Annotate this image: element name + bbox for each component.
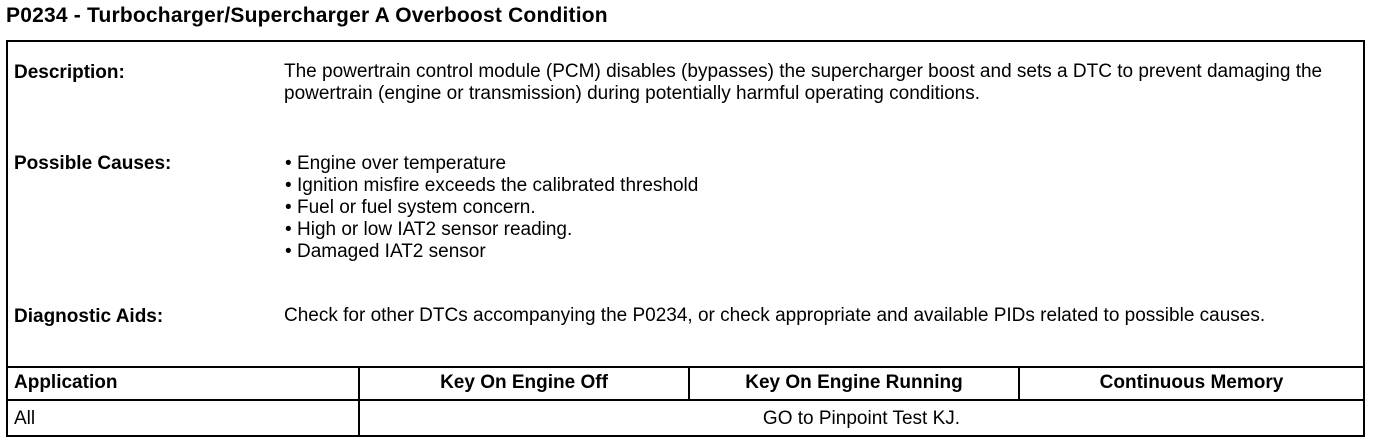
list-item: • Fuel or fuel system concern. xyxy=(284,197,1354,219)
diagnostic-aids-text: Check for other DTCs accompanying the P0234, or check appropriate and available PIDs related to possible causes. xyxy=(284,305,1266,326)
possible-causes-label: Possible Causes: xyxy=(14,153,172,174)
table-cell-application: All xyxy=(14,408,36,429)
table-top-divider xyxy=(8,366,1363,368)
dtc-info-table xyxy=(6,40,1365,437)
list-item: • Engine over temperature xyxy=(284,153,1354,175)
list-item: • High or low IAT2 sensor reading. xyxy=(284,219,1354,241)
possible-causes-list xyxy=(284,153,1354,263)
table-row-divider xyxy=(8,399,1363,401)
header-application: Application xyxy=(14,372,118,393)
page-title: P0234 - Turbocharger/Supercharger A Overboost Condition xyxy=(6,4,608,27)
list-item: • Damaged IAT2 sensor xyxy=(284,241,1354,263)
table-cell-action: GO to Pinpoint Test KJ. xyxy=(762,408,961,429)
description-label: Description: xyxy=(14,62,125,83)
header-key-on-engine-off: Key On Engine Off xyxy=(440,372,608,393)
list-item: • Ignition misfire exceeds the calibrated threshold xyxy=(284,175,1354,197)
header-continuous-memory: Continuous Memory xyxy=(1099,372,1284,393)
diagnostic-aids-label: Diagnostic Aids: xyxy=(14,306,164,327)
header-key-on-engine-running: Key On Engine Running xyxy=(745,372,963,393)
description-text: The powertrain control module (PCM) disables (bypasses) the supercharger boost and sets a DTC to prevent damaging the powertrain (engine or transmission) during potentially harmful operating conditions. xyxy=(284,61,1323,104)
